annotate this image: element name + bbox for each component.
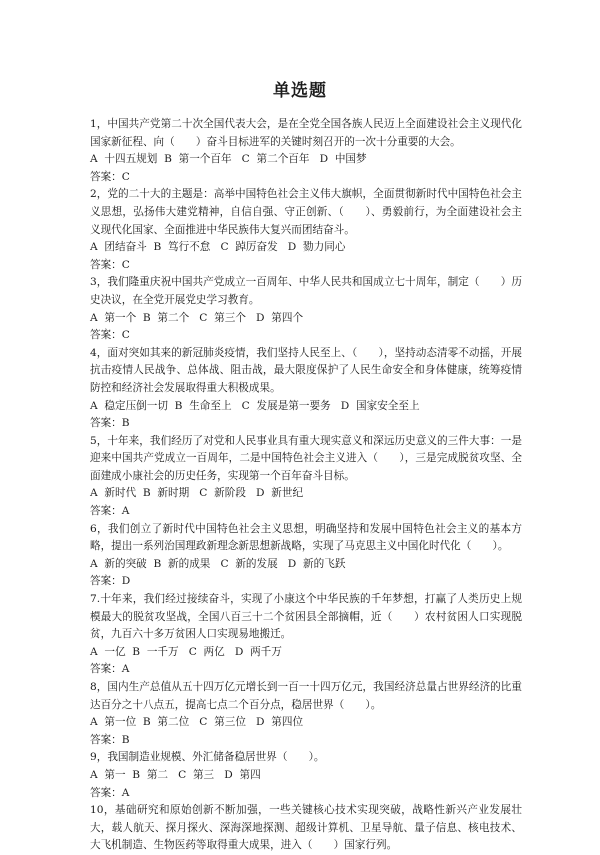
question-options: A 新的突破 B 新的成果 C 新的发展 D 新的飞跃 xyxy=(90,557,346,570)
question-stem: 7.十年来，我们经过接续奋斗，实现了小康这个中华民族的千年梦想，打赢了人类历史上规模最大的脱贫攻坚战，全国八百三十二个贫困县全部摘帽，近（ ）农村贫困人口实现脱贫，九百六十多万贫困人口实现易地搬迁。 xyxy=(90,593,522,641)
question-item xyxy=(90,116,522,186)
question-item xyxy=(90,274,522,344)
question-answer: 答案：B xyxy=(90,417,130,430)
question-options: A 团结奋斗 B 笃行不怠 C 踔厉奋发 D 勠力同心 xyxy=(90,241,346,254)
question-item xyxy=(90,749,522,802)
question-stem: 1，中国共产党第二十次全国代表大会，是在全党全国各族人民迈上全面建设社会主义现代化国家新征程、向（ ）奋斗目标进军的关键时刻召开的一次十分重要的大会。 xyxy=(90,118,522,148)
question-answer: 答案：C xyxy=(90,329,130,342)
question-stem: 5，十年来，我们经历了对党和人民事业具有重大现实意义和深远历史意义的三件大事：一是迎来中国共产党成立一百周年，二是中国特色社会主义进入（ ），三是完成脱贫攻坚、全面建成小康社会的历史任务，实现第一个百年奋斗目标。 xyxy=(90,434,522,482)
question-stem: 2，党的二十大的主题是：高举中国特色社会主义伟大旗帜，全面贯彻新时代中国特色社会主义思想，弘扬伟大建党精神，自信自强、守正创新、（ ）、勇毅前行，为全面建设社会主义现代化国家、全面推进中华民族伟大复兴而团结奋斗。 xyxy=(90,188,522,236)
question-answer: 答案：C xyxy=(90,258,130,271)
question-answer: 答案：A xyxy=(90,786,130,799)
question-item xyxy=(90,345,522,433)
question-answer: 答案：B xyxy=(90,733,130,746)
question-answer: 答案：A xyxy=(90,505,130,518)
question-options: A 一亿 B 一千万 C 两亿 D 两千万 xyxy=(90,645,282,658)
question-options: A 第一个 B 第二个 C 第三个 D 第四个 xyxy=(90,311,304,324)
question-item xyxy=(90,591,522,679)
question-stem: 3，我们隆重庆祝中国共产党成立一百周年、中华人民共和国成立七十周年，制定（ ）历史决议，在全党开展党史学习教育。 xyxy=(90,276,522,306)
question-stem: 8，国内生产总值从五十四万亿元增长到一百一十四万亿元，我国经济总量占世界经济的比重达百分之十八点五，提高七点二个百分点，稳居世界（ ）。 xyxy=(90,681,522,711)
question-options: A 新时代 B 新时期 C 新阶段 D 新世纪 xyxy=(90,487,304,500)
question-options: A 第一 B 第二 C 第三 D 第四 xyxy=(90,768,261,781)
question-answer: 答案：A xyxy=(90,663,130,676)
question-stem: 6，我们创立了新时代中国特色社会主义思想，明确坚持和发展中国特色社会主义的基本方略，提出一系列治国理政新理念新思想新战略，实现了马克思主义中国化时代化（ ）。 xyxy=(90,522,522,553)
question-options: A 稳定压倒一切 B 生命至上 C 发展是第一要务 D 国家安全至上 xyxy=(90,399,420,412)
question-answer: 答案：C xyxy=(90,170,130,183)
question-options: A 十四五规划 B 第一个百年 C 第二个百年 D 中国梦 xyxy=(90,153,367,166)
question-item xyxy=(90,679,522,749)
page-title: 单选题 xyxy=(273,81,327,101)
question-item xyxy=(90,433,522,521)
question-answer: 答案：D xyxy=(90,575,131,588)
question-item xyxy=(90,802,522,855)
question-options: A 第一位 B 第二位 C 第三位 D 第四位 xyxy=(90,716,304,729)
question-stem: 10，基础研究和原始创新不断加强，一些关键核心技术实现突破，战略性新兴产业发展壮大，载人航天、探月探火、深海深地探测、超级计算机、卫星导航、量子信息、核电技术、大飞机制造、生物医药等取得重大成果，进入（ ）国家行列。 xyxy=(90,804,522,852)
question-stem: 9，我国制造业规模、外汇储备稳居世界（ ）。 xyxy=(90,751,325,764)
question-item xyxy=(90,186,522,274)
question-list xyxy=(90,116,522,855)
question-stem: 4，面对突如其来的新冠肺炎疫情，我们坚持人民至上、（ ），坚持动态清零不动摇，开展抗击疫情人民战争、总体战、阻击战，最大限度保护了人民生命安全和身体健康，统筹疫情防控和经济社会发展取得重大积极成果。 xyxy=(90,346,522,394)
question-item xyxy=(90,521,522,591)
